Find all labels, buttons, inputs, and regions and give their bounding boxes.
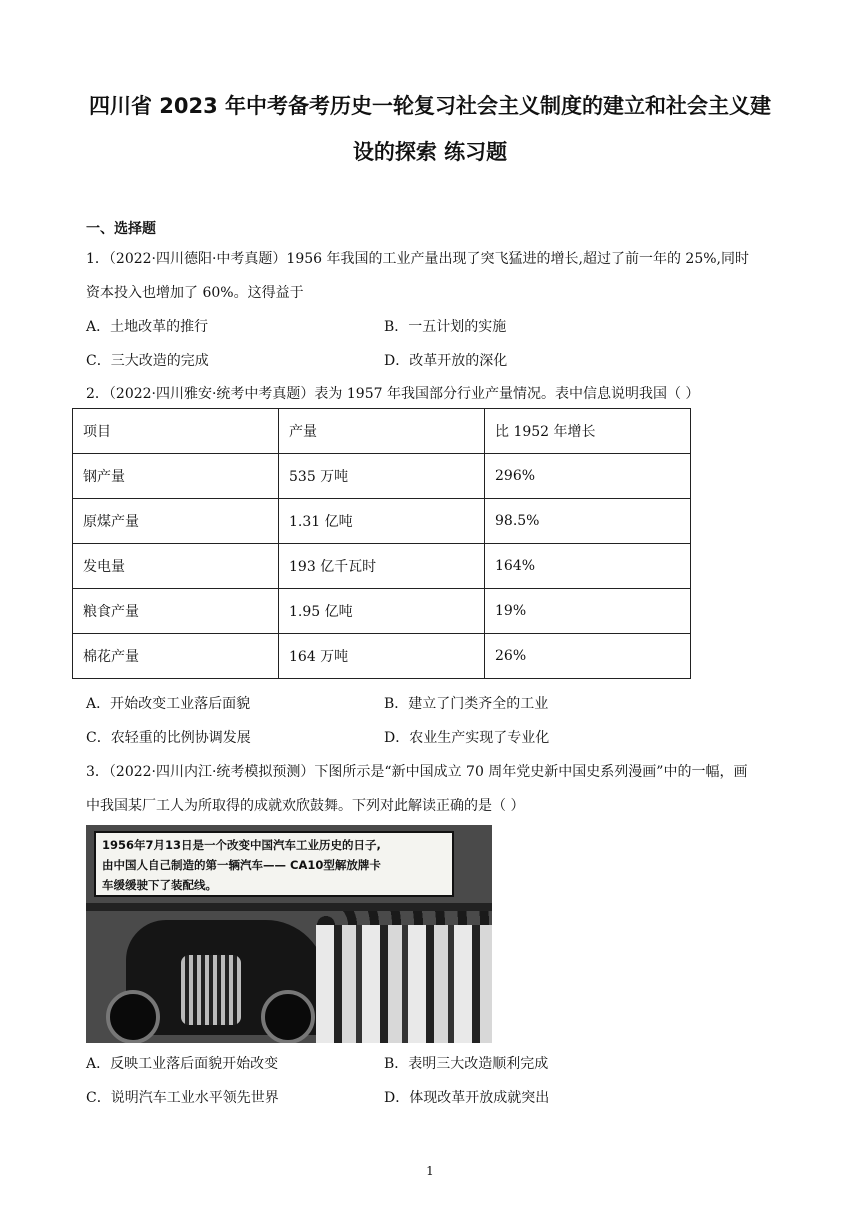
factory-beam bbox=[86, 903, 492, 911]
table-row bbox=[73, 634, 691, 679]
q3-option-c[interactable]: C．说明汽车工业水平领先世界 bbox=[86, 1090, 279, 1106]
document-title-line-2: 设的探索 练习题 bbox=[352, 140, 508, 164]
table-cell: 棉花产量 bbox=[73, 634, 279, 679]
truck-wheel bbox=[106, 990, 160, 1043]
table-cell: 19% bbox=[485, 589, 691, 634]
q2-option-b[interactable]: B．建立了门类齐全的工业 bbox=[384, 696, 549, 712]
q1-option-a[interactable]: A．土地改革的推行 bbox=[86, 319, 209, 335]
q2-option-c[interactable]: C．农轻重的比例协调发展 bbox=[86, 730, 251, 746]
table-cell: 粮食产量 bbox=[73, 589, 279, 634]
table-cell: 164% bbox=[485, 544, 691, 589]
table-cell: 98.5% bbox=[485, 499, 691, 544]
q3-option-b[interactable]: B．表明三大改造顺利完成 bbox=[384, 1056, 549, 1072]
table-cell: 164 万吨 bbox=[279, 634, 485, 679]
production-table bbox=[72, 408, 691, 679]
q3-option-a[interactable]: A．反映工业落后面貌开始改变 bbox=[86, 1056, 279, 1072]
table-cell: 钢产量 bbox=[73, 454, 279, 499]
q1-option-c[interactable]: C．三大改造的完成 bbox=[86, 353, 209, 369]
table-header-row bbox=[73, 409, 691, 454]
table-cell: 1.95 亿吨 bbox=[279, 589, 485, 634]
section-heading: 一、选择题 bbox=[86, 221, 156, 237]
table-header-cell: 产量 bbox=[279, 409, 485, 454]
q1-stem-line-1: 1．（2022·四川德阳·中考真题）1956 年我国的工业产量出现了突飞猛进的增长,超过了前一年的 25%,同时 bbox=[86, 251, 749, 267]
table-cell: 原煤产量 bbox=[73, 499, 279, 544]
q3-stem-line-2: 中我国某厂工人为所取得的成就欢欣鼓舞。下列对此解读正确的是（ ） bbox=[86, 798, 525, 814]
table-cell: 193 亿千瓦时 bbox=[279, 544, 485, 589]
table-row bbox=[73, 589, 691, 634]
table-cell: 535 万吨 bbox=[279, 454, 485, 499]
q1-stem-line-2: 资本投入也增加了 60%。这得益于 bbox=[86, 285, 304, 301]
truck-wheel bbox=[261, 990, 315, 1043]
q3-option-d[interactable]: D．体现改革开放成就突出 bbox=[384, 1090, 550, 1106]
q2-stem-line-1: 2．（2022·四川雅安·统考中考真题）表为 1957 年我国部分行业产量情况。表中信息说明我国（ ） bbox=[86, 386, 700, 402]
cartoon-caption-line: 由中国人自己制造的第一辆汽车—— CA10型解放牌卡 bbox=[102, 858, 381, 872]
workers-crowd bbox=[316, 925, 492, 1043]
q3-stem-line-1: 3．（2022·四川内江·统考模拟预测）下图所示是“新中国成立 70 周年党史新中国史系列漫画”中的一幅，画 bbox=[86, 764, 748, 780]
table-row bbox=[73, 544, 691, 589]
table-cell: 1.31 亿吨 bbox=[279, 499, 485, 544]
q2-option-d[interactable]: D．农业生产实现了专业化 bbox=[384, 730, 550, 746]
page-number: 1 bbox=[426, 1164, 434, 1178]
table-row bbox=[73, 499, 691, 544]
table-header-cell: 项目 bbox=[73, 409, 279, 454]
cartoon-caption bbox=[94, 831, 454, 897]
q1-option-d[interactable]: D．改革开放的深化 bbox=[384, 353, 508, 369]
table-row bbox=[73, 454, 691, 499]
table-cell: 发电量 bbox=[73, 544, 279, 589]
table-header-cell: 比 1952 年增长 bbox=[485, 409, 691, 454]
truck-grille bbox=[181, 955, 241, 1025]
cartoon-image bbox=[86, 825, 492, 1043]
q2-option-a[interactable]: A．开始改变工业落后面貌 bbox=[86, 696, 251, 712]
q1-option-b[interactable]: B．一五计划的实施 bbox=[384, 319, 507, 335]
table-cell: 26% bbox=[485, 634, 691, 679]
cartoon-caption-line: 1956年7月13日是一个改变中国汽车工业历史的日子, bbox=[102, 838, 381, 852]
document-title-line-1: 四川省 2023 年中考备考历史一轮复习社会主义制度的建立和社会主义建 bbox=[88, 94, 772, 118]
cartoon-caption-line: 车缓缓驶下了装配线。 bbox=[102, 878, 217, 892]
table-cell: 296% bbox=[485, 454, 691, 499]
